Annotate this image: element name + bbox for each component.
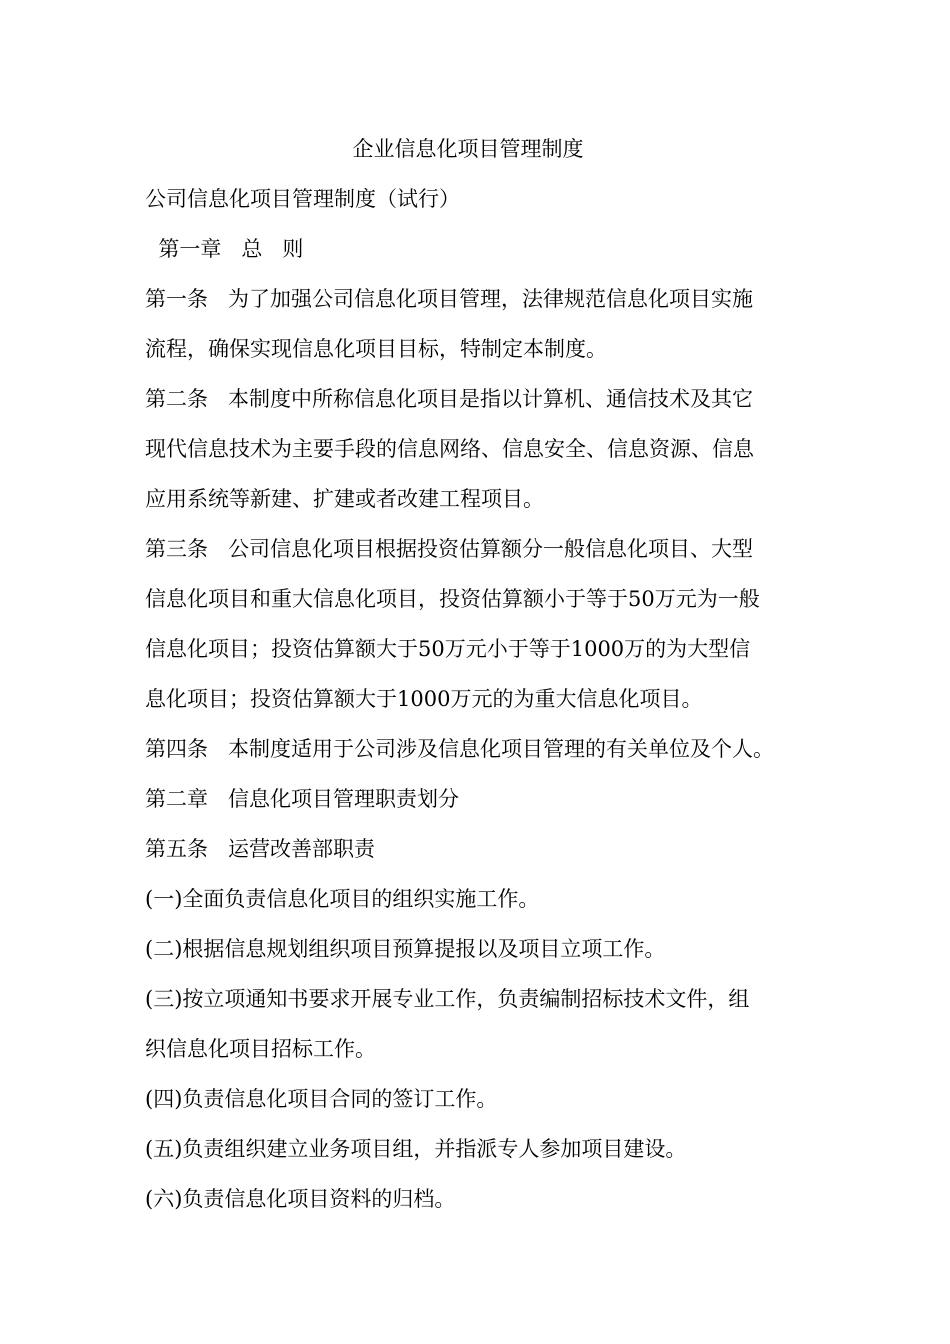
article-2-line-3: 应用系统等新建、扩建或者改建工程项目。 (145, 487, 544, 511)
article-3-line-1: 第三条 公司信息化项目根据投资估算额分一般信息化项目、大型 (145, 537, 754, 561)
article-2-line-2: 现代信息技术为主要手段的信息网络、信息安全、信息资源、信息 (145, 437, 754, 461)
list-item-6: (六)负责信息化项目资料的归档。 (145, 1187, 456, 1211)
document-title: 企业信息化项目管理制度 (352, 137, 584, 161)
list-item-3-line-1: (三)按立项通知书要求开展专业工作，负责编制招标技术文件，组 (145, 987, 750, 1011)
list-item-1: (一)全面负责信息化项目的组织实施工作。 (145, 887, 540, 911)
article-1-line-1: 第一条 为了加强公司信息化项目管理，法律规范信息化项目实施 (145, 287, 754, 311)
article-3-line-4: 息化项目；投资估算额大于1000万元的为重大信息化项目。 (145, 687, 703, 711)
list-item-3-line-2: 织信息化项目招标工作。 (145, 1037, 376, 1061)
list-item-4: (四)负责信息化项目合同的签订工作。 (145, 1087, 498, 1111)
list-item-2: (二)根据信息规划组织项目预算提报以及项目立项工作。 (145, 937, 666, 961)
article-3-line-3: 信息化项目；投资估算额大于50万元小于等于1000万的为大型信 (145, 637, 751, 661)
article-3-line-2: 信息化项目和重大信息化项目，投资估算额小于等于50万元为一般 (145, 587, 760, 611)
article-4-line-1: 第四条 本制度适用于公司涉及信息化项目管理的有关单位及个人。 (145, 737, 775, 761)
article-5-line-1: 第五条 运营改善部职责 (145, 837, 376, 861)
article-2-line-1: 第二条 本制度中所称信息化项目是指以计算机、通信技术及其它 (145, 387, 754, 411)
chapter-2-heading: 第二章 信息化项目管理职责划分 (145, 787, 460, 811)
chapter-1-heading: 第一章 总 则 (145, 237, 304, 261)
document-subtitle: 公司信息化项目管理制度（试行） (145, 187, 460, 211)
list-item-5: (五)负责组织建立业务项目组，并指派专人参加项目建设。 (145, 1137, 687, 1161)
article-1-line-2: 流程，确保实现信息化项目目标，特制定本制度。 (145, 337, 607, 361)
